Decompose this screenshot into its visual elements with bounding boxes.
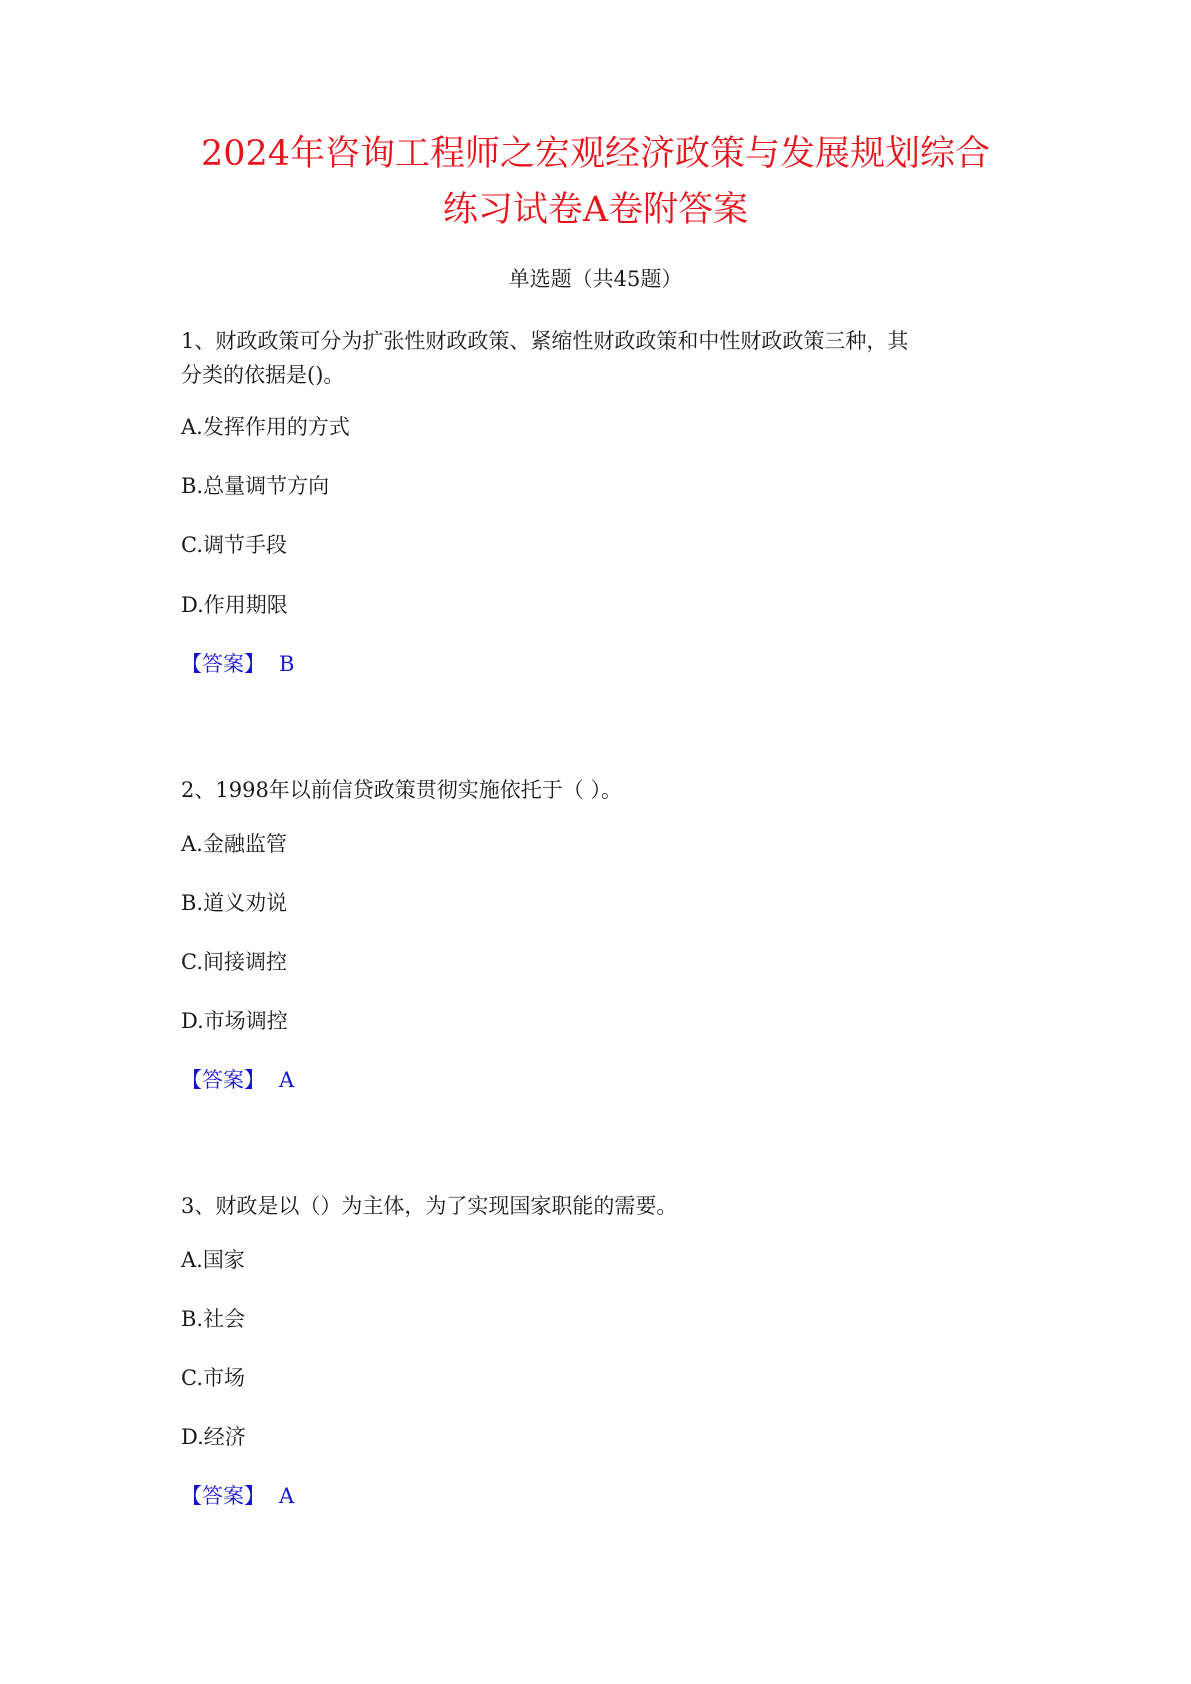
option-d: D.市场调控 [181, 1009, 288, 1033]
answer-value: B [279, 652, 295, 676]
option-d: D.作用期限 [181, 593, 288, 617]
option-c: C.市场 [181, 1366, 245, 1390]
answer-line [181, 649, 294, 679]
option-a: A.发挥作用的方式 [181, 415, 350, 439]
answer-label: 【答案】 [181, 1484, 265, 1508]
title-line-1: 2024年咨询工程师之宏观经济政策与发展规划综合 [200, 134, 991, 174]
stem-line-2: 分类的依据是()。 [181, 363, 345, 387]
question-stem [181, 773, 1031, 807]
option-a: A.金融监管 [181, 832, 287, 856]
option-d: D.经济 [181, 1425, 246, 1449]
question-3 [181, 1189, 1031, 1508]
option-b: B.道义劝说 [181, 891, 288, 915]
option-b: B.社会 [181, 1307, 246, 1331]
option-c: C.调节手段 [181, 533, 287, 557]
option-a: A.国家 [181, 1248, 245, 1272]
title-line-2: 练习试卷A卷附答案 [442, 190, 749, 230]
question-stem [181, 1189, 1031, 1223]
answer-value: A [279, 1068, 295, 1092]
option-b: B.总量调节方向 [181, 474, 330, 498]
document-title [120, 126, 1071, 238]
answer-value: A [279, 1484, 295, 1508]
answer-line [181, 1481, 294, 1511]
answer-line [181, 1065, 294, 1095]
stem-line-1: 1、财政政策可分为扩张性财政政策、紧缩性财政政策和中性财政政策三种，其 [181, 329, 909, 353]
answer-label: 【答案】 [181, 652, 265, 676]
stem-line-1: 2、1998年以前信贷政策贯彻实施依托于（ ）。 [181, 778, 622, 802]
stem-line-1: 3、财政是以（）为主体，为了实现国家职能的需要。 [181, 1194, 678, 1218]
answer-label: 【答案】 [181, 1068, 265, 1092]
section-heading: 单选题（共45题） [508, 267, 683, 291]
option-c: C.间接调控 [181, 950, 287, 974]
question-stem [181, 324, 1031, 392]
question-2 [181, 773, 1031, 1092]
question-1 [181, 324, 1031, 676]
